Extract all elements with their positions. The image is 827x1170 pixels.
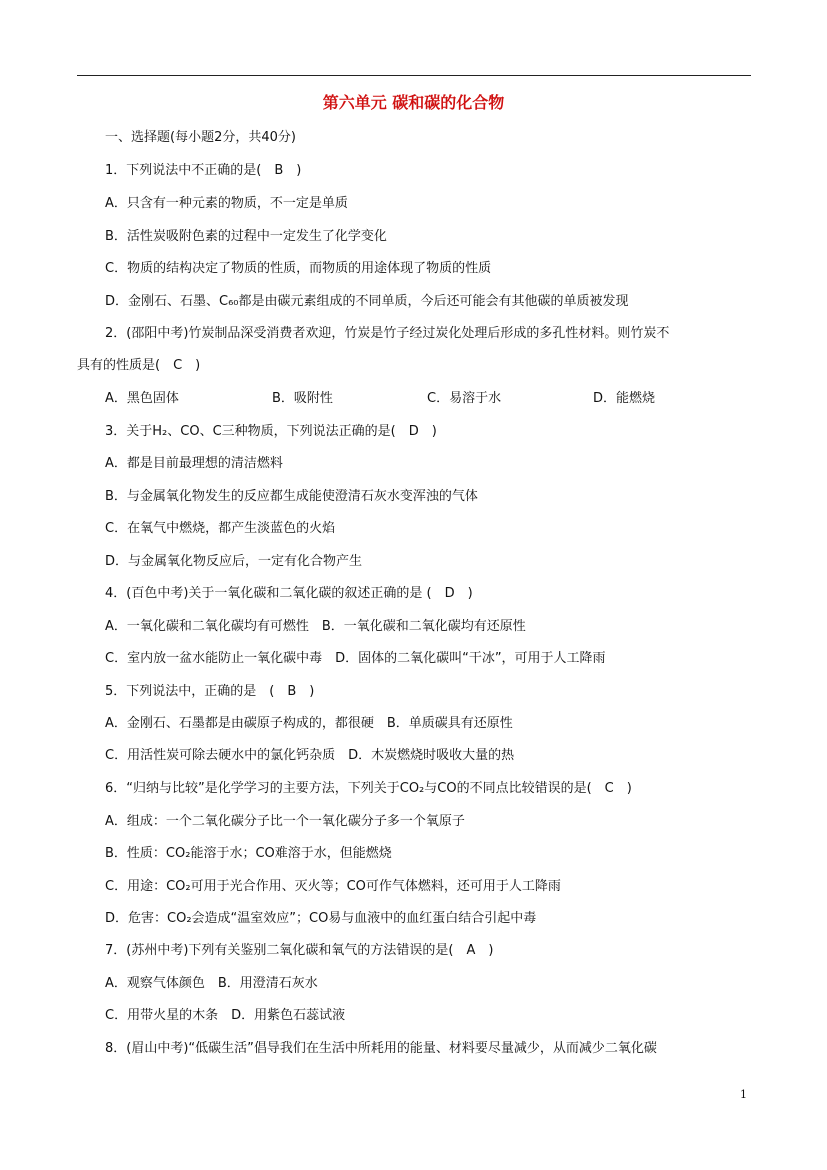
question-3: 3．关于H₂、CO、C三种物质，下列说法正确的是( D ) [105, 424, 437, 439]
q7-options-ab: A．观察气体颜色 B．用澄清石灰水 [105, 976, 318, 991]
question-1: 1．下列说法中不正确的是( B ) [105, 163, 302, 178]
q1-option-b: B．活性炭吸附色素的过程中一定发生了化学变化 [105, 229, 387, 244]
q3-option-a: A．都是目前最理想的清洁燃料 [105, 456, 283, 471]
q3-option-c: C．在氧气中燃烧，都产生淡蓝色的火焰 [105, 521, 336, 536]
q7-options-cd: C．用带火星的木条 D．用紫色石蕊试液 [105, 1008, 346, 1023]
q3-option-d: D．与金属氧化物反应后，一定有化合物产生 [105, 554, 363, 569]
question-8: 8．(眉山中考)“低碳生活”倡导我们在生活中所耗用的能量、材料要尽量减少，从而减少二氧化碳 [105, 1041, 657, 1056]
q6-option-a: A．组成：一个二氧化碳分子比一个一氧化碳分子多一个氧原子 [105, 814, 465, 829]
q2-option-a: A．黑色固体 [105, 391, 179, 406]
page-title: 第六单元 碳和碳的化合物 [322, 93, 505, 112]
q1-option-c: C．物质的结构决定了物质的性质，而物质的用途体现了物质的性质 [105, 261, 492, 276]
question-4: 4．(百色中考)关于一氧化碳和二氧化碳的叙述正确的是 ( D ) [105, 586, 473, 601]
q1-option-d: D．金刚石、石墨、C₆₀都是由碳元素组成的不同单质，今后还可能会有其他碳的单质被发现 [105, 294, 629, 309]
question-2-continued: 具有的性质是( C ) [77, 358, 201, 373]
q2-option-c: C．易溶于水 [427, 391, 502, 406]
q2-option-b: B．吸附性 [272, 391, 333, 406]
question-2: 2．(邵阳中考)竹炭制品深受消费者欢迎，竹炭是竹子经过炭化处理后形成的多孔性材料。则竹炭不 [105, 326, 670, 341]
q2-option-d: D．能燃烧 [593, 391, 656, 406]
q6-option-c: C．用途：CO₂可用于光合作用、灭火等；CO可作气体燃料，还可用于人工降雨 [105, 879, 561, 894]
q2-options [105, 390, 705, 408]
q3-option-b: B．与金属氧化物发生的反应都生成能使澄清石灰水变浑浊的气体 [105, 489, 478, 504]
section-heading: 一、选择题(每小题2分，共40分) [105, 130, 296, 145]
q4-options-cd: C．室内放一盆水能防止一氧化碳中毒 D．固体的二氧化碳叫“干冰”，可用于人工降雨 [105, 651, 606, 666]
question-7: 7．(苏州中考)下列有关鉴别二氧化碳和氧气的方法错误的是( A ) [105, 943, 494, 958]
q6-option-b: B．性质：CO₂能溶于水；CO难溶于水，但能燃烧 [105, 846, 392, 861]
q4-options-ab: A．一氧化碳和二氧化碳均有可燃性 B．一氧化碳和二氧化碳均有还原性 [105, 619, 526, 634]
page-number: 1 [740, 1088, 747, 1101]
question-6: 6．“归纳与比较”是化学学习的主要方法，下列关于CO₂与CO的不同点比较错误的是( C ) [105, 781, 632, 796]
question-5: 5．下列说法中，正确的是 ( B ) [105, 684, 315, 699]
header-rule [77, 75, 751, 76]
q6-option-d: D．危害：CO₂会造成“温室效应”；CO易与血液中的血红蛋白结合引起中毒 [105, 911, 537, 926]
q5-options-cd: C．用活性炭可除去硬水中的氯化钙杂质 D．木炭燃烧时吸收大量的热 [105, 748, 515, 763]
q1-option-a: A．只含有一种元素的物质，不一定是单质 [105, 196, 348, 211]
q5-options-ab: A．金刚石、石墨都是由碳原子构成的，都很硬 B．单质碳具有还原性 [105, 716, 513, 731]
